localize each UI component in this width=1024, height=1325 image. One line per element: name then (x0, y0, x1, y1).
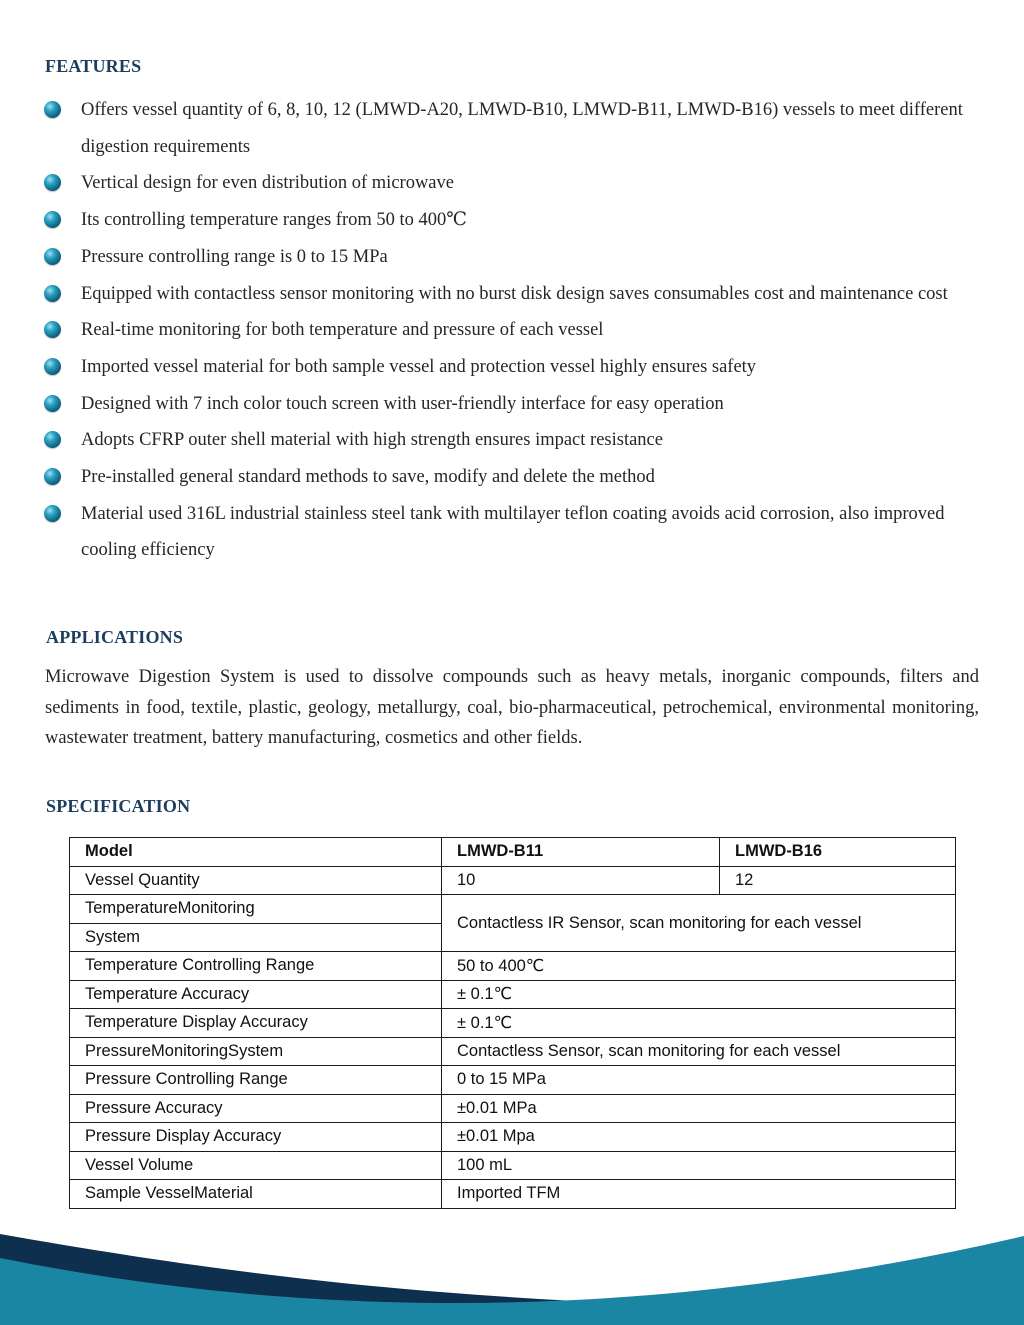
bullet-icon (44, 285, 61, 302)
row-value: 50 to 400℃ (442, 952, 956, 981)
row-value: ± 0.1℃ (442, 1009, 956, 1038)
feature-item (44, 386, 984, 423)
row-label (70, 895, 442, 952)
feature-item (44, 459, 984, 496)
row-label: PressureMonitoringSystem (70, 1037, 442, 1066)
row-value: 12 (720, 866, 956, 895)
feature-item (44, 312, 984, 349)
bullet-icon (44, 431, 61, 448)
feature-item (44, 92, 984, 165)
feature-text: Offers vessel quantity of 6, 8, 10, 12 (LMWD-A20, LMWD-B10, LMWD-B11, LMWD-B16) vessels to meet different digestion requirements (81, 100, 963, 157)
feature-text: Pre-installed general standard methods to save, modify and delete the method (81, 467, 655, 488)
footer-wave-decoration (0, 1200, 1024, 1325)
specification-heading: SPECIFICATION (46, 796, 191, 816)
row-value: ±0.01 MPa (442, 1094, 956, 1123)
row-label-line: System (85, 927, 141, 946)
table-header-cell: LMWD-B16 (720, 838, 956, 867)
features-list (44, 92, 984, 569)
table-row (70, 1009, 956, 1038)
row-label: Vessel Volume (70, 1151, 442, 1180)
row-value: Contactless IR Sensor, scan monitoring for each vessel (442, 895, 956, 952)
feature-item (44, 165, 984, 202)
table-header-cell: Model (70, 838, 442, 867)
table-row (70, 895, 956, 952)
feature-item (44, 422, 984, 459)
bullet-icon (44, 174, 61, 191)
row-label: Pressure Controlling Range (70, 1066, 442, 1095)
table-row (70, 1094, 956, 1123)
feature-text: Material used 316L industrial stainless steel tank with multilayer teflon coating avoids acid corrosion, also improved cooling efficiency (81, 503, 945, 561)
bullet-icon (44, 321, 61, 338)
table-row (70, 1066, 956, 1095)
row-value: Imported TFM (442, 1180, 956, 1209)
feature-text: Pressure controlling range is 0 to 15 MPa (81, 246, 388, 267)
row-label: Pressure Accuracy (70, 1094, 442, 1123)
feature-text: Adopts CFRP outer shell material with high strength ensures impact resistance (81, 430, 663, 451)
row-value: ± 0.1℃ (442, 980, 956, 1009)
feature-item (44, 202, 984, 239)
row-value: Contactless Sensor, scan monitoring for each vessel (442, 1037, 956, 1066)
table-header-cell: LMWD-B11 (442, 838, 720, 867)
bullet-icon (44, 358, 61, 375)
row-value: 0 to 15 MPa (442, 1066, 956, 1095)
bullet-icon (44, 248, 61, 265)
row-label: Sample VesselMaterial (70, 1180, 442, 1209)
feature-text: Imported vessel material for both sample vessel and protection vessel highly ensures safety (81, 356, 757, 377)
applications-text: Microwave Digestion System is used to dissolve compounds such as heavy metals, inorganic compounds, filters and sediments in food, textile, plastic, geology, metallurgy, coal, bio-pharmaceutical, petrochemical, environmental monitoring, wastewater treatment, battery manufacturing, cosmetics and other fields. (45, 667, 979, 749)
feature-item (44, 349, 984, 386)
feature-text: Its controlling temperature ranges from 50 to 400℃ (81, 210, 467, 231)
features-heading: FEATURES (45, 56, 142, 76)
row-label: Temperature Accuracy (70, 980, 442, 1009)
table-row (70, 952, 956, 981)
row-label-line: TemperatureMonitoring (70, 895, 441, 924)
bullet-icon (44, 395, 61, 412)
row-value: 100 mL (442, 1151, 956, 1180)
feature-item (44, 496, 984, 569)
table-header-row (70, 838, 956, 867)
row-value: ±0.01 Mpa (442, 1123, 956, 1152)
feature-item (44, 276, 984, 313)
applications-heading: APPLICATIONS (46, 627, 184, 647)
row-label: Pressure Display Accuracy (70, 1123, 442, 1152)
table-row (70, 1151, 956, 1180)
table-row (70, 1037, 956, 1066)
bullet-icon (44, 468, 61, 485)
row-label: Temperature Display Accuracy (70, 1009, 442, 1038)
feature-text: Equipped with contactless sensor monitoring with no burst disk design saves consumables cost and maintenance cost (81, 283, 948, 304)
table-row (70, 1123, 956, 1152)
row-value: 10 (442, 866, 720, 895)
row-label: Vessel Quantity (70, 866, 442, 895)
bullet-icon (44, 101, 61, 118)
table-row (70, 866, 956, 895)
table-row (70, 980, 956, 1009)
specification-table (69, 837, 956, 1209)
feature-item (44, 239, 984, 276)
feature-text: Real-time monitoring for both temperature and pressure of each vessel (81, 320, 604, 341)
bullet-icon (44, 505, 61, 522)
bullet-icon (44, 211, 61, 228)
row-label: Temperature Controlling Range (70, 952, 442, 981)
feature-text: Vertical design for even distribution of microwave (81, 173, 454, 194)
feature-text: Designed with 7 inch color touch screen with user-friendly interface for easy operation (81, 393, 724, 414)
